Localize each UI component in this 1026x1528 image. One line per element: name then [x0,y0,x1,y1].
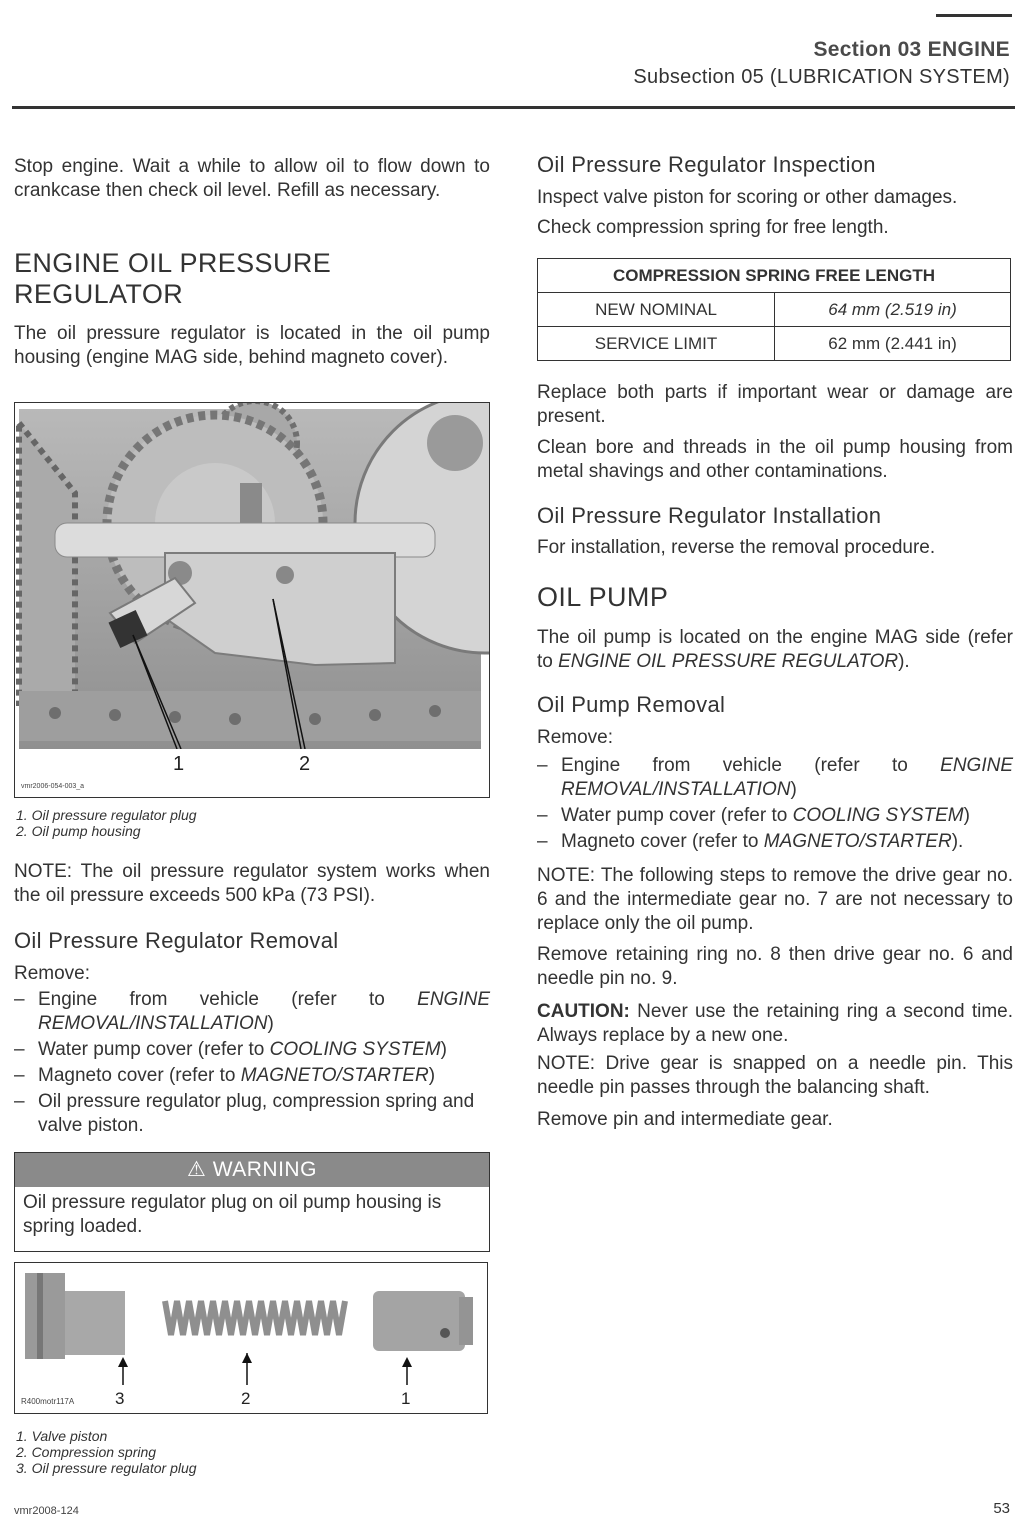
installation-paragraph: For installation, reverse the removal procedure. [537,537,936,558]
removal-item-magneto: – Magneto cover (refer to MAGNETO/STARTER) [14,1064,490,1088]
xref-magneto-starter[interactable]: MAGNETO/STARTER [240,1065,429,1086]
spring-length-table [537,258,1011,361]
note-pressure: NOTE: The oil pressure regulator system works when the oil pressure exceeds 500 kPa (73 PSI). [14,861,490,906]
pump-item-magneto: – Magneto cover (refer to MAGNETO/STARTER). [537,830,1013,854]
xref-engine-removal[interactable]: ENGINE REMOVAL/INSTALLATION [561,755,1013,800]
caution-text: Never use the retaining ring a second time. Always replace by a new one. [537,1001,1013,1046]
figure2-callout-2: 2 [241,1389,251,1408]
footer-code: vmr2008-124 [14,1505,79,1517]
section-title: Section 03 ENGINE [813,38,1010,61]
removal-item-water-pump: – Water pump cover (refer to COOLING SYSTEM) [14,1038,490,1062]
table-row-label: NEW NOMINAL [538,293,775,327]
intro-paragraph: Stop engine. Wait a while to allow oil to flow down to crankcase then check oil level. Refill as necessary. [14,156,490,201]
regulator-intro: The oil pressure regulator is located in the oil pump housing (engine MAG side, behind magneto cover). [14,323,490,368]
figure1-code: vmr2006-054-003_a [21,783,85,790]
regulator-parts-illustration [15,1263,487,1413]
xref-oil-pressure-regulator[interactable]: ENGINE OIL PRESSURE REGULATOR [558,651,899,672]
inspection-heading: Oil Pressure Regulator Inspection [537,152,876,177]
note-drive-gear-steps: NOTE: The following steps to remove the drive gear no. 6 and the intermediate gear no. 7 are not necessary to replace only the oil pump. [537,865,1013,934]
pump-removal-intro: Remove: [537,727,614,748]
remove-pin-paragraph: Remove pin and intermediate gear. [537,1109,833,1130]
removal-item-plug: – Oil pressure regulator plug, compression spring and valve piston. [14,1090,490,1138]
page-number: 53 [993,1500,1010,1517]
table-header: COMPRESSION SPRING FREE LENGTH [538,259,1011,293]
caution-label: CAUTION: [537,1001,630,1022]
figure2-captions [16,1428,486,1476]
clean-paragraph: Clean bore and threads in the oil pump housing from metal shavings and other contaminations. [537,437,1013,482]
figure1-caption-2: 2. Oil pump housing [16,823,141,839]
xref-magneto-starter[interactable]: MAGNETO/STARTER [763,831,952,852]
retaining-ring-paragraph: Remove retaining ring no. 8 then drive gear no. 6 and needle pin no. 9. [537,944,1013,989]
table-row-label: SERVICE LIMIT [538,327,775,361]
figure1-caption-1: 1. Oil pressure regulator plug [16,807,197,823]
removal-list [14,988,490,1138]
figure2-caption-1: 1. Valve piston [16,1428,108,1444]
inspection-piston: Inspect valve piston for scoring or other damages. [537,187,958,208]
replace-paragraph: Replace both parts if important wear or damage are present. [537,382,1013,427]
caution-paragraph [537,1000,1013,1048]
figure2-caption-3: 3. Oil pressure regulator plug [16,1460,197,1476]
figure1-callout-1: 1 [173,753,185,775]
pump-item-water-pump: – Water pump cover (refer to COOLING SYSTEM) [537,804,1013,828]
xref-cooling-system[interactable]: COOLING SYSTEM [792,805,964,826]
pump-intro: The oil pump is located on the engine MAG side (refer to ENGINE OIL PRESSURE REGULATOR). [537,627,1013,672]
table-row [538,293,1011,327]
oil-pump-figure [14,402,490,798]
pump-removal-list [537,754,1013,854]
table-row-value: 62 mm (2.441 in) [775,327,1011,361]
figure2-callout-1: 1 [401,1389,411,1408]
table-row-value: 64 mm (2.519 in) [775,293,1011,327]
header-rule [12,106,1015,109]
removal-heading: Oil Pressure Regulator Removal [14,928,339,953]
oil-pump-heading: OIL PUMP [537,582,669,612]
removal-intro: Remove: [14,963,91,984]
figure1-captions [16,807,486,839]
regulator-heading: ENGINE OIL PRESSURE REGULATOR [14,248,332,309]
installation-heading: Oil Pressure Regulator Installation [537,503,882,528]
figure2-code: R400motr117A [21,1397,75,1406]
regulator-parts-figure [14,1262,488,1414]
table-row [538,327,1011,361]
figure1-callout-2: 2 [299,753,311,775]
warning-header [15,1153,489,1187]
xref-cooling-system[interactable]: COOLING SYSTEM [269,1039,441,1060]
pump-item-engine: – Engine from vehicle (refer to ENGINE REMOVAL/INSTALLATION) [537,754,1013,802]
warning-box [14,1152,490,1252]
figure2-caption-2: 2. Compression spring [16,1444,157,1460]
pump-removal-heading: Oil Pump Removal [537,692,726,717]
figure2-callout-3: 3 [115,1389,125,1408]
header-tick-mark [936,14,1012,17]
note-needle-pin: NOTE: Drive gear is snapped on a needle pin. This needle pin passes through the balancing shaft. [537,1053,1013,1098]
table-header-row [538,259,1011,293]
warning-title: WARNING [212,1158,317,1181]
warning-text: Oil pressure regulator plug on oil pump housing is spring loaded. [23,1192,442,1237]
oil-pump-illustration [15,403,489,797]
inspection-spring: Check compression spring for free length. [537,217,889,238]
warning-triangle-icon: ⚠ [187,1158,207,1181]
removal-item-engine: – Engine from vehicle (refer to ENGINE REMOVAL/INSTALLATION) [14,988,490,1036]
xref-engine-removal[interactable]: ENGINE REMOVAL/INSTALLATION [38,989,490,1034]
subsection-title: Subsection 05 (LUBRICATION SYSTEM) [633,66,1010,88]
